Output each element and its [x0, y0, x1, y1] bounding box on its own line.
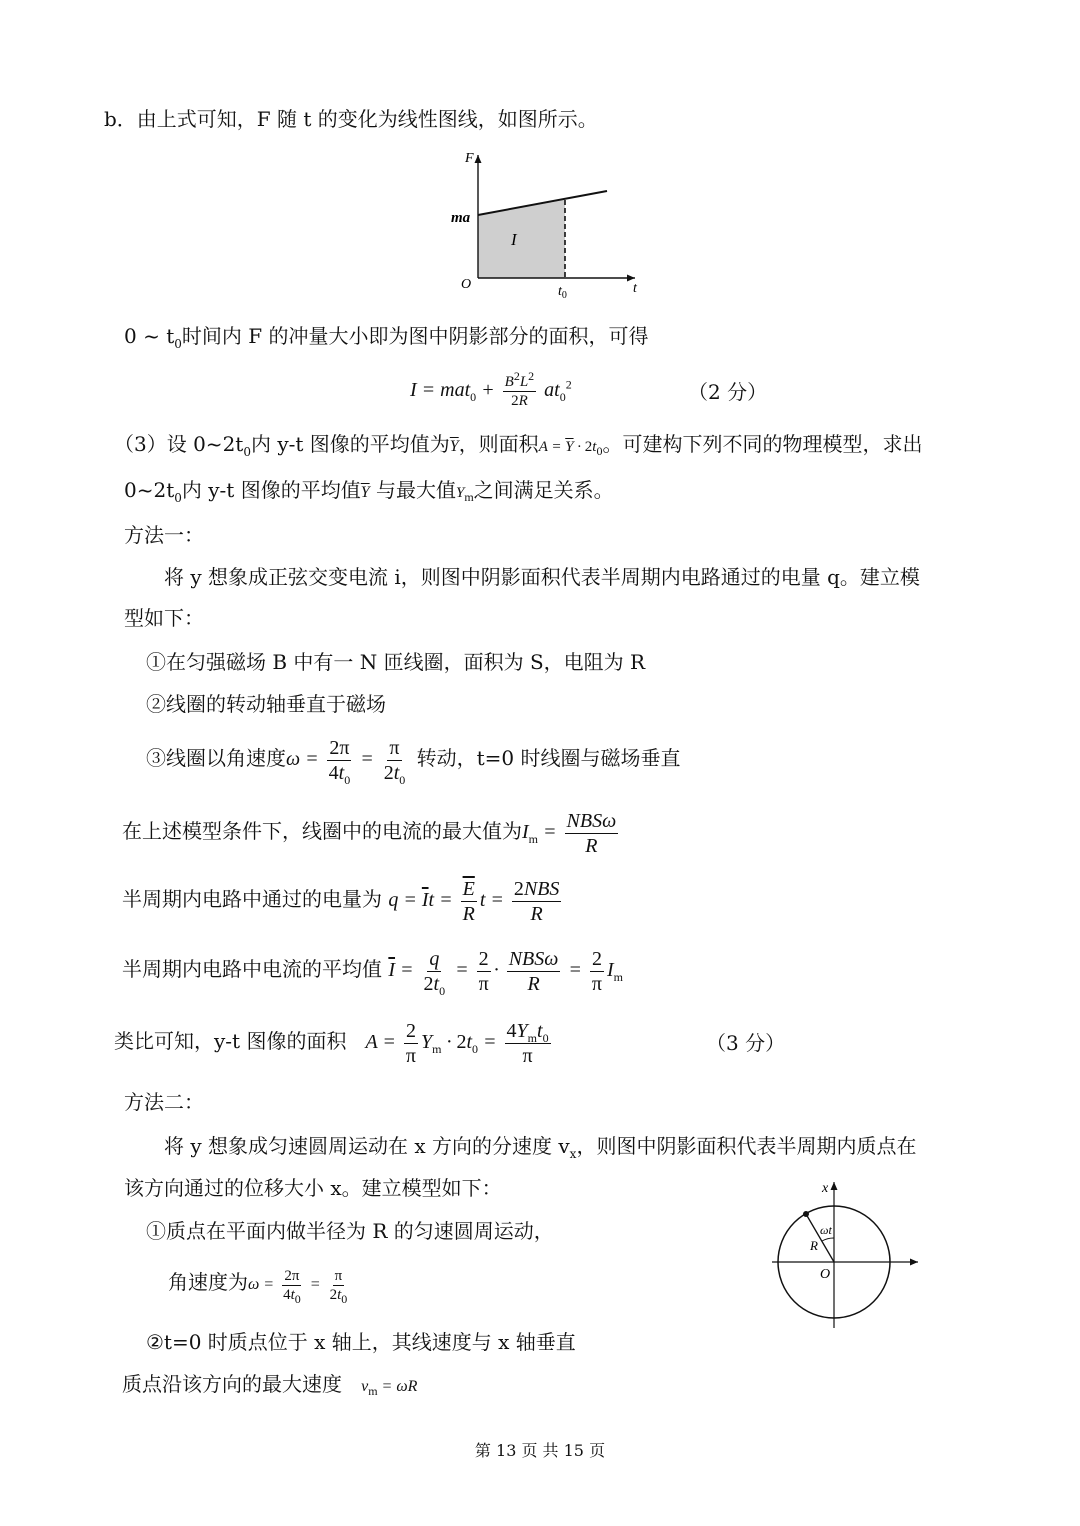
f-t-graph — [445, 145, 645, 300]
method2-vmax: 质点沿该方向的最大速度 $v_m = \omega R$ — [122, 1372, 418, 1399]
method1-charge: 半周期内电路中通过的电量为 $q = \overline{I}t$ = $\frac{\overline{E}}{R}$ t = $\frac{\text{2NBS}}{R}$ — [122, 877, 560, 925]
method1-para: 将 y 想象成正弦交变电流 i，则图中阴影面积代表半周期内电路通过的电量 q。建立模 — [164, 565, 920, 589]
method1-cond1: ①在匀强磁场 B 中有一 N 匝线圈，面积为 S，电阻为 R — [146, 650, 646, 674]
t-axis-label: t — [633, 281, 637, 296]
intercept-label: ma — [451, 210, 471, 226]
circle-x-label: x — [822, 1181, 829, 1196]
impulse-formula: I = mat$_0$ + $\frac{B^2L^2}{2R}$ $at_0^2$ — [410, 368, 572, 409]
impulse-intro: 0 ~ $t_0$时间内 F 的冲量大小即为图中阴影部分的面积，可得 — [124, 324, 649, 351]
circular-motion-diagram — [768, 1176, 924, 1332]
angle-arc — [822, 1238, 834, 1241]
b-intro: b．由上式可知，F 随 t 的变化为线性图线，如图所示。 — [104, 107, 598, 131]
svg-text:t0 — [558, 284, 567, 300]
score-2: （2 分） — [688, 380, 768, 404]
method2-para-cont: 该方向通过的位移大小 x。建立模型如下： — [124, 1176, 502, 1200]
method1-heading: 方法一： — [124, 523, 204, 547]
method2-cond1: ①质点在平面内做半径为 R 的匀速圆周运动， — [146, 1219, 554, 1243]
method1-avg: 半周期内电路中电流的平均值 $\overline{I}$ = $\frac{q}{2t_0}$ = $\frac{2}{\pi}$ · $\frac{\text{NBSω}}{R}$ = $\frac{2}{\pi}$ $I_m$ — [122, 947, 624, 998]
page-footer: 第 13 页 共 15 页 — [474, 1441, 606, 1460]
t0-tick-sub: 0 — [561, 290, 567, 300]
circle-origin-label: O — [820, 1267, 831, 1282]
score-3: （3 分） — [706, 1031, 786, 1055]
f-axis-label: F — [465, 151, 474, 166]
origin-label: O — [461, 277, 472, 292]
method2-cond2: ②t=0 时质点位于 x 轴上，其线速度与 x 轴垂直 — [146, 1330, 576, 1354]
circle-radius-label: R — [810, 1238, 818, 1253]
particle-dot — [803, 1211, 809, 1217]
method1-cond3: ③线圈以角速度ω = $\frac{2\pi}{4t_0}$ = $\frac{\pi}{2t_0}$ 转动，t=0 时线圈与磁场垂直 — [146, 736, 681, 787]
method2-para: 将 y 想象成匀速圆周运动在 x 方向的分速度 $v_x$，则图中阴影面积代表半周期内质点在 — [164, 1134, 917, 1161]
part3-line1: （3）设 $0\sim 2t_0$内 y-t 图像的平均值为$\overline{Y}$，则面积$A = \overline{Y} \cdot 2t_0$。可建构下列不同的物理模型，求出 — [114, 432, 923, 459]
method1-imax: 在上述模型条件下，线圈中的电流的最大值为$I_m$ = $\frac{\text{NBSω}}{R}$ — [122, 809, 617, 857]
circle-angle-label: ωt — [820, 1223, 832, 1237]
method1-cond2: ②线圈的转动轴垂直于磁场 — [146, 692, 386, 716]
method2-heading: 方法二： — [124, 1090, 204, 1114]
t0-tick-label: t — [558, 284, 562, 299]
method1-area: 类比可知，y-t 图像的面积 A = $\frac{2}{\pi}$ $Y_m \cdot 2t_0$ = $\frac{4Y_mt_0}{\pi}$ — [114, 1019, 549, 1067]
method2-omega: 角速度为ω = $\frac{2\pi}{4t_0}$ = $\frac{\pi}{2t_0}$ — [168, 1267, 348, 1306]
part3-line2: $0\sim 2t_0$内 y-t 图像的平均值$\overline{Y}$ 与最大值$Y_m$之间满足关系。 — [124, 478, 614, 505]
method1-para-cont: 型如下： — [124, 606, 204, 630]
area-label: I — [511, 230, 517, 249]
